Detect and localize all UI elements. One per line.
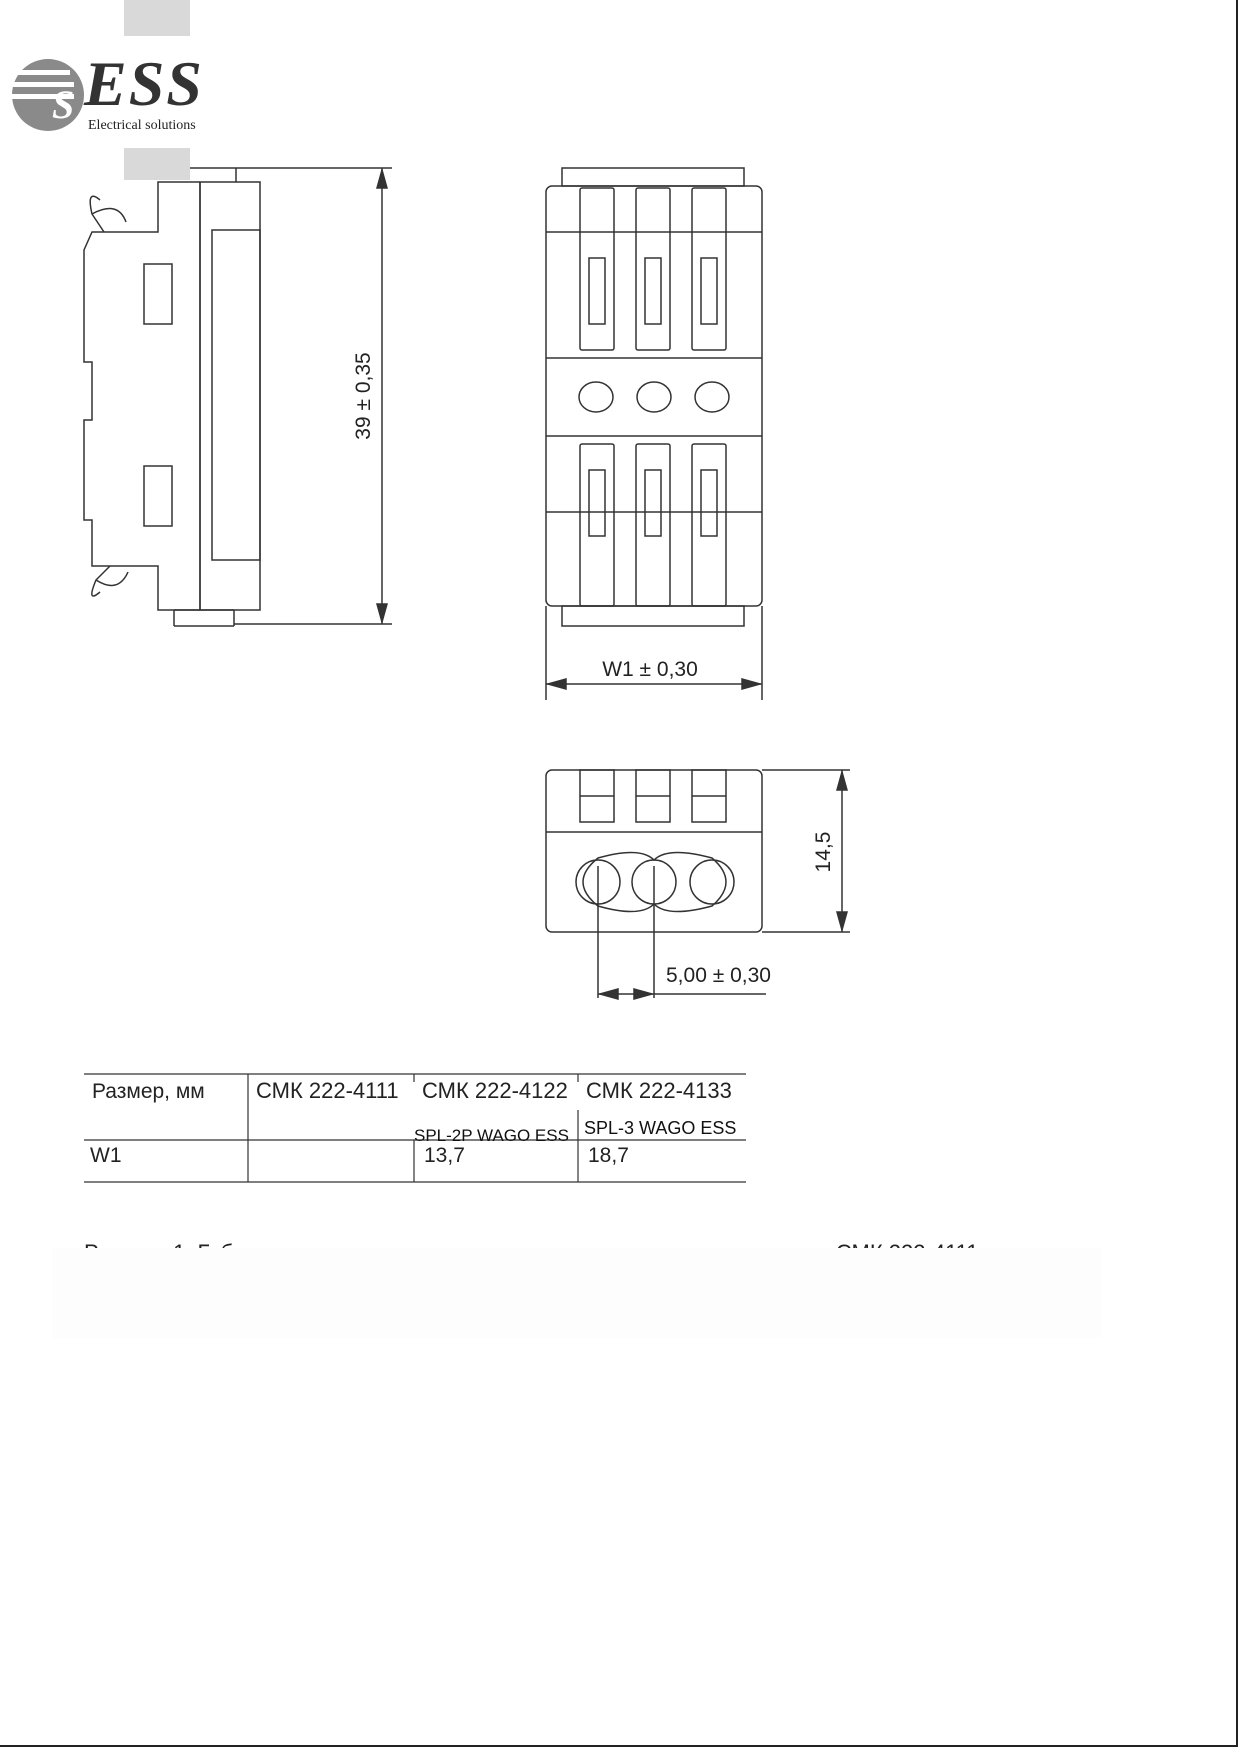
table-header-label: Размер, мм (92, 1080, 205, 1103)
overlay-label-spl-2p: SPL-2P WAGO ESS (414, 1126, 569, 1145)
overlay-label-spl-3: SPL-3 WAGO ESS (584, 1118, 737, 1138)
table-column-header: СМК 222-4111 (256, 1078, 399, 1103)
pitch-dimension-label: 5,00 ± 0,30 (666, 964, 771, 987)
height-dimension-label: 39 ± 0,35 (352, 352, 375, 440)
svg-text:S: S (52, 82, 75, 127)
table-cell: 13,7 (424, 1144, 465, 1167)
side-view (84, 168, 260, 626)
table-column-header: СМК 222-4133 (586, 1078, 732, 1103)
front-view (546, 168, 762, 626)
width-dimension-label: W1 ± 0,30 (602, 658, 698, 681)
table-row-label: W1 (90, 1144, 122, 1167)
caption-mask (52, 1248, 1102, 1338)
logo-tagline: Electrical solutions (88, 118, 196, 133)
depth-dimension-label: 14,5 (812, 831, 835, 873)
table-cell: 18,7 (588, 1144, 629, 1167)
logo-name: ESS (84, 48, 204, 119)
table-column-header: СМК 222-4122 (422, 1078, 568, 1103)
